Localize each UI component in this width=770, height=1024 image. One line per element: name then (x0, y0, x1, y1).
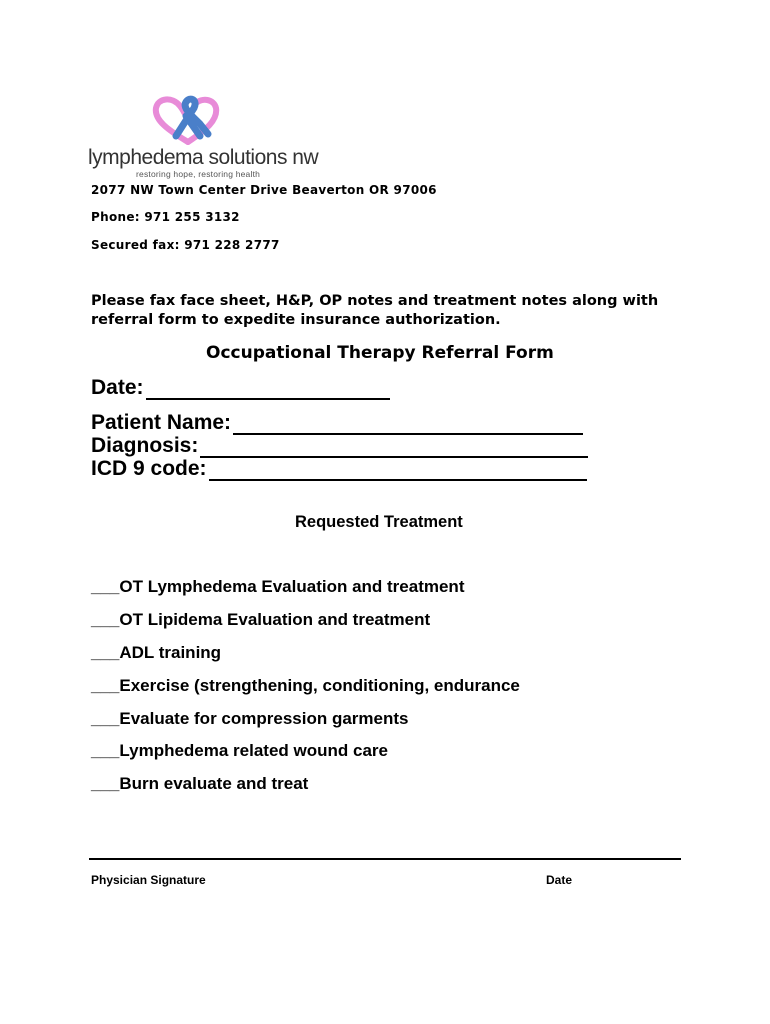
treatment-item-burn[interactable] (91, 774, 308, 794)
logo (88, 94, 319, 180)
logo-name: lymphedema solutions nw (88, 146, 319, 169)
treatment-item-exercise[interactable] (91, 676, 520, 696)
treatment-checkline[interactable]: ___ (91, 610, 120, 629)
patient-name-label: Patient Name: (91, 411, 232, 434)
physician-signature-label: Physician Signature (91, 873, 206, 887)
fax: Secured fax: 971 228 2777 (91, 238, 280, 252)
fax-notice: Please fax face sheet, H&P, OP notes and treatment notes along with referral form to expedite insurance authorization. (91, 293, 659, 328)
icd9-blank[interactable] (209, 461, 587, 481)
icd9-label: ICD 9 code: (91, 457, 207, 480)
phone: Phone: 971 255 3132 (91, 210, 240, 224)
diagnosis-blank[interactable] (200, 438, 588, 458)
treatment-checkline[interactable]: ___ (91, 577, 120, 596)
treatment-label: Burn evaluate and treat (119, 774, 309, 793)
treatment-item-adl-training[interactable] (91, 643, 221, 663)
date-field[interactable] (91, 376, 390, 400)
treatment-item-ot-lipidema[interactable] (91, 610, 430, 630)
diagnosis-label: Diagnosis: (91, 434, 199, 457)
icd9-field[interactable] (91, 457, 587, 481)
treatment-label: Exercise (strengthening, conditioning, endurance (119, 676, 520, 695)
date-label: Date: (91, 376, 144, 399)
treatment-label: OT Lipidema Evaluation and treatment (119, 610, 431, 629)
treatment-label: Lymphedema related wound care (119, 741, 388, 760)
treatment-item-wound-care[interactable] (91, 741, 388, 761)
date-blank[interactable] (146, 380, 390, 400)
address: 2077 NW Town Center Drive Beaverton OR 97006 (91, 183, 437, 197)
treatment-label: OT Lymphedema Evaluation and treatment (119, 577, 465, 596)
treatment-label: ADL training (119, 643, 222, 662)
treatment-item-ot-lymphedema[interactable] (91, 577, 464, 597)
signature-line[interactable] (89, 858, 681, 860)
treatment-label: Evaluate for compression garments (119, 709, 409, 728)
treatment-checkline[interactable]: ___ (91, 774, 120, 793)
diagnosis-field[interactable] (91, 434, 588, 458)
form-title: Occupational Therapy Referral Form (206, 343, 554, 363)
logo-tagline: restoring hope, restoring health (136, 169, 261, 179)
treatment-checkline[interactable]: ___ (91, 676, 120, 695)
treatment-checkline[interactable]: ___ (91, 741, 120, 760)
requested-treatment-title: Requested Treatment (295, 513, 463, 531)
heart-ribbon-logo-icon (148, 94, 228, 146)
treatment-item-compression-garments[interactable] (91, 709, 408, 729)
treatment-checkline[interactable]: ___ (91, 709, 120, 728)
patient-name-blank[interactable] (233, 415, 583, 435)
signature-date-label: Date (546, 873, 573, 887)
treatment-checkline[interactable]: ___ (91, 643, 120, 662)
patient-name-field[interactable] (91, 411, 583, 435)
